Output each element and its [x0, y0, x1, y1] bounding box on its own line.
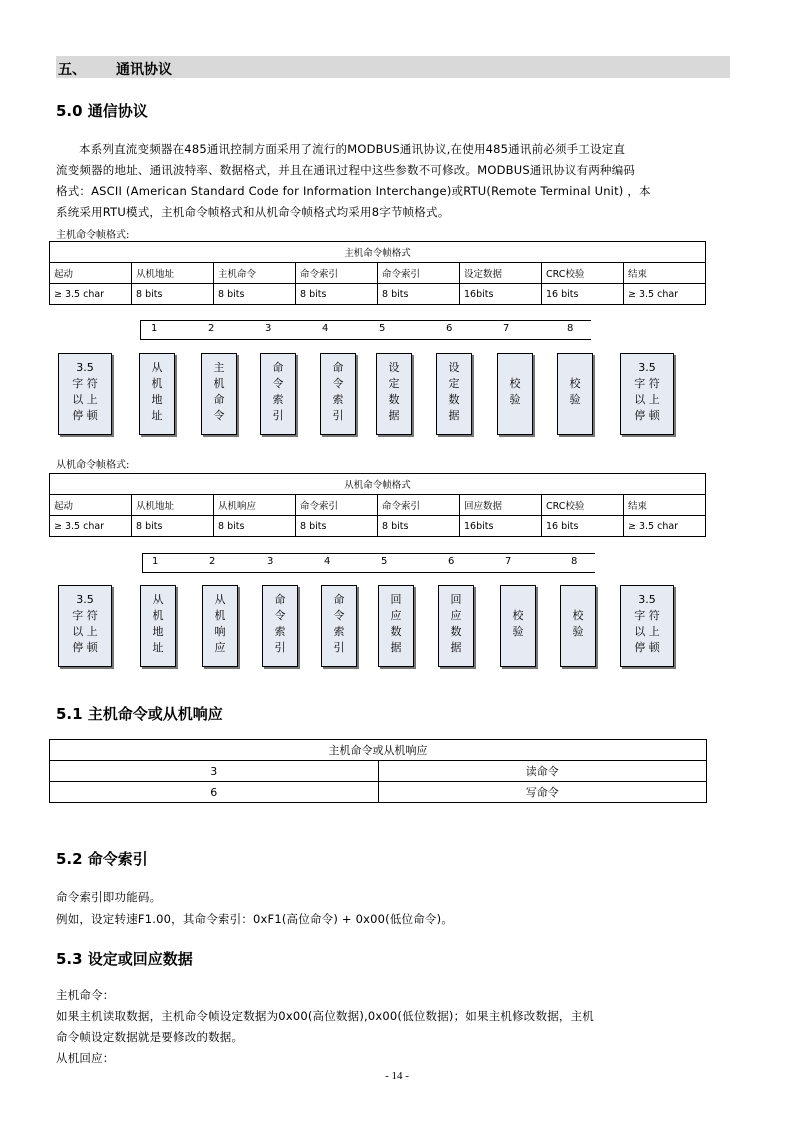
frame-byte-box [560, 585, 596, 667]
table-header-cell: 设定数据 [460, 263, 542, 284]
frame-byte-box [262, 585, 298, 667]
table-header-cell: 命令索引 [296, 495, 378, 516]
frame-byte-box [202, 585, 238, 667]
heading-5-0: 5.0 通信协议 [56, 102, 148, 120]
sequence-number: 1 [151, 323, 158, 334]
table-header-cell: 结束 [624, 263, 706, 284]
frame-byte-box [321, 585, 357, 667]
frame-byte-box [260, 353, 296, 435]
box-label: 校 验 [569, 377, 581, 406]
section-number: 五、 [58, 62, 86, 78]
intro-paragraph [56, 139, 730, 223]
frame-byte-box [139, 353, 175, 435]
intro-line: 流变频器的地址、通讯波特率、数据格式，并且在通讯过程中这些参数不可修改。MODBUS通讯协议有两种编码 [56, 163, 636, 177]
table-cell: 读命令 [378, 761, 707, 782]
heading-5-1: 5.1 主机命令或从机响应 [56, 705, 223, 723]
frame-byte-box [140, 585, 176, 667]
command-response-table [49, 739, 707, 803]
frame-byte-box [378, 585, 414, 667]
sequence-number: 5 [379, 323, 386, 334]
sequence-number: 4 [324, 556, 331, 567]
page-number: - 14 - [385, 1070, 409, 1082]
slave-frame-table [49, 473, 706, 537]
master-frame-caption: 主机命令帧格式: [56, 230, 130, 241]
box-label: 回 应 数 据 [450, 593, 462, 654]
sequence-number: 4 [322, 323, 329, 334]
sequence-number: 7 [505, 556, 512, 567]
frame-byte-box [376, 353, 412, 435]
frame-byte-box [436, 353, 472, 435]
frame-byte-box [557, 353, 593, 435]
section-title-bar [56, 56, 730, 78]
box-label: 校 验 [572, 609, 584, 638]
table-value-cell: ≥ 3.5 char [50, 516, 132, 537]
frame-byte-box [620, 585, 674, 667]
frame-byte-box [438, 585, 474, 667]
text-line: 命令帧设定数据就是要修改的数据。 [56, 1030, 244, 1044]
master-sequence-bar [140, 320, 591, 340]
box-label: 3.5 字 符 以 上 停 顿 [634, 593, 660, 654]
table-value-cell: 16 bits [542, 516, 624, 537]
slave-frame-caption: 从机命令帧格式: [56, 460, 130, 471]
frame-byte-box [201, 353, 237, 435]
table-value-cell: ≥ 3.5 char [624, 284, 706, 305]
table-header-cell: 主机命令 [214, 263, 296, 284]
intro-line: 本系列直流变频器在485通讯控制方面采用了流行的MODBUS通讯协议,在使用485通讯前必须手工设定直 [79, 142, 626, 156]
text-line: 命令索引即功能码。 [56, 890, 162, 904]
table-value-cell: 8 bits [132, 284, 214, 305]
table-header-cell: 从机地址 [132, 263, 214, 284]
box-label: 命 令 索 引 [332, 361, 344, 422]
text-line: 如果主机读取数据，主机命令帧设定数据为0x00(高位数据),0x00(低位数据)；如果主机修改数据，主机 [56, 1009, 595, 1023]
frame-byte-box [58, 353, 112, 435]
table-value-cell: 16 bits [542, 284, 624, 305]
box-label: 主 机 命 令 [213, 361, 225, 422]
data-paragraph [56, 985, 730, 1069]
command-index-paragraph [56, 886, 730, 930]
table-value-cell: ≥ 3.5 char [50, 284, 132, 305]
table-header-cell: CRC校验 [542, 495, 624, 516]
sequence-number: 6 [448, 556, 455, 567]
sequence-number: 7 [503, 323, 510, 334]
table-value-cell: 8 bits [378, 516, 460, 537]
heading-5-2: 5.2 命令索引 [56, 850, 148, 868]
box-label: 回 应 数 据 [390, 593, 402, 654]
sequence-number: 3 [267, 556, 274, 567]
table-value-cell: 8 bits [214, 516, 296, 537]
sequence-number: 8 [571, 556, 578, 567]
frame-byte-box [500, 585, 536, 667]
table-value-cell: 8 bits [132, 516, 214, 537]
table-value-cell: 16bits [460, 284, 542, 305]
table-value-cell: 16bits [460, 516, 542, 537]
table-header-cell: 起动 [50, 495, 132, 516]
table-header-cell: 命令索引 [378, 495, 460, 516]
intro-line: 格式：ASCII (American Standard Code for Information Interchange)或RTU(Remote Terminal Unit) ，本 [56, 184, 651, 198]
sequence-number: 2 [209, 556, 216, 567]
frame-byte-box [320, 353, 356, 435]
table-value-cell: 8 bits [378, 284, 460, 305]
heading-5-3: 5.3 设定或回应数据 [56, 950, 193, 968]
text-line: 从机回应： [56, 1051, 115, 1065]
box-label: 校 验 [509, 377, 521, 406]
table-value-cell: 8 bits [296, 284, 378, 305]
box-label: 设 定 数 据 [388, 361, 400, 422]
table-header-cell: CRC校验 [542, 263, 624, 284]
box-label: 命 令 索 引 [274, 593, 286, 654]
table-value-cell: 8 bits [214, 284, 296, 305]
table-header-cell: 起动 [50, 263, 132, 284]
box-label: 从 机 地 址 [151, 361, 163, 422]
sequence-number: 3 [265, 323, 272, 334]
sequence-number: 1 [152, 556, 159, 567]
box-label: 3.5 字 符 以 上 停 顿 [72, 593, 98, 654]
intro-line: 系统采用RTU模式，主机命令帧格式和从机命令帧格式均采用8字节帧格式。 [56, 205, 450, 219]
box-label: 命 令 索 引 [272, 361, 284, 422]
text-line: 主机命令： [56, 988, 115, 1002]
box-label: 从 机 地 址 [152, 593, 164, 654]
frame-byte-box [620, 353, 674, 435]
box-label: 校 验 [512, 609, 524, 638]
slave-table-title: 从机命令帧格式 [50, 474, 706, 495]
box-label: 从 机 响 应 [214, 593, 226, 654]
table-header-cell: 命令索引 [378, 263, 460, 284]
box-label: 3.5 字 符 以 上 停 顿 [72, 361, 98, 422]
table-value-cell: ≥ 3.5 char [624, 516, 706, 537]
sequence-number: 2 [208, 323, 215, 334]
table-cell: 写命令 [378, 782, 707, 803]
frame-byte-box [58, 585, 112, 667]
table-header-cell: 从机响应 [214, 495, 296, 516]
sequence-number: 8 [567, 323, 574, 334]
table-header-cell: 回应数据 [460, 495, 542, 516]
table-header-cell: 结束 [624, 495, 706, 516]
box-label: 命 令 索 引 [333, 593, 345, 654]
command-table-title: 主机命令或从机响应 [50, 740, 707, 761]
box-label: 3.5 字 符 以 上 停 顿 [634, 361, 660, 422]
table-header-cell: 从机地址 [132, 495, 214, 516]
table-header-cell: 命令索引 [296, 263, 378, 284]
box-label: 设 定 数 据 [448, 361, 460, 422]
text-line: 例如，设定转速F1.00，其命令索引：0xF1(高位命令) + 0x00(低位命令)。 [56, 912, 454, 926]
table-cell: 3 [50, 761, 379, 782]
master-table-title: 主机命令帧格式 [50, 242, 706, 263]
frame-byte-box [497, 353, 533, 435]
section-title: 通讯协议 [116, 62, 172, 78]
sequence-number: 6 [446, 323, 453, 334]
sequence-number: 5 [381, 556, 388, 567]
table-cell: 6 [50, 782, 379, 803]
slave-sequence-bar [142, 553, 595, 573]
master-frame-table [49, 241, 706, 305]
table-value-cell: 8 bits [296, 516, 378, 537]
